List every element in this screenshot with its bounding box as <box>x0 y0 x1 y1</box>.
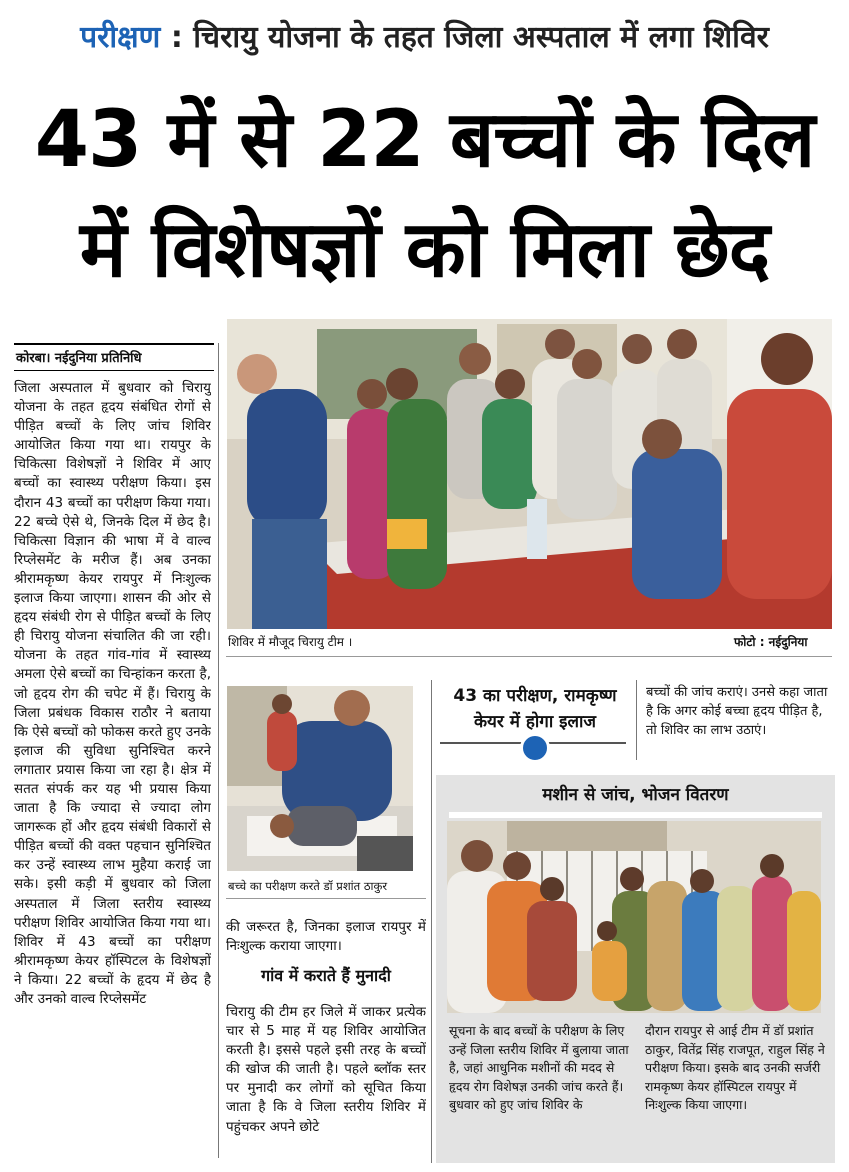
kicker-tag: परीक्षण <box>80 20 161 55</box>
sidebar-box-title-bar <box>449 812 822 818</box>
photo-bottom-rule <box>226 656 832 657</box>
photo-doctor-caption: बच्चे का परीक्षण करते डॉ प्रशांत ठाकुर <box>228 879 388 893</box>
headline-line-2: में विशेषज्ञों को मिला छेद <box>79 205 770 295</box>
photo-queue-image <box>447 821 821 1013</box>
column-divider-3 <box>636 680 637 760</box>
column-divider <box>218 343 219 1158</box>
photo-credit: फोटो : नईदुनिया <box>734 635 808 649</box>
mid-text-a: की जरूरत है, जिनका इलाज रायपुर में निःशुल्क कराया जाएगा। <box>226 919 426 955</box>
village-heading: गांव में कराते हैं मुनादी <box>261 966 391 985</box>
sub-headline-marker <box>520 733 550 763</box>
photo-team-image <box>227 319 832 629</box>
mid-text-b: चिरायु की टीम हर जिले में जाकर प्रत्येक चार से 5 माह में यह शिविर आयोजित करती है। इससे पहले इसी तरह के बच्चों की खोज की जाती है। पहले ब्लॉक स्तर पर मुनादी कर लोगों को सूचित किया जाता है कि वे जिला स्तरीय शिविर में पहुंचकर अपने छोटे <box>226 1004 426 1135</box>
kicker-line <box>0 18 849 58</box>
box-text-left: सूचना के बाद बच्चों के परीक्षण के लिए उन्हें जिला स्तरीय शिविर में बुलाया जाता है, जहां आधुनिक मशीनों की मदद से हृदय रोग विशेषज्ञ उनकी जांच करते हैं। बुधवार को हुए जांच शिविर के <box>449 1023 629 1112</box>
sub-headline: 43 का परीक्षण, रामकृष्ण केयर में होगा इलाज <box>453 686 617 732</box>
mid-rule <box>226 898 426 899</box>
headline-line-1: 43 में से 22 बच्चों के दिल <box>34 95 815 185</box>
sidebar-box-title: मशीन से जांच, भोजन वितरण <box>542 785 729 805</box>
photo-doctor <box>227 686 413 871</box>
kicker-text: : चिरायु योजना के तहत जिला अस्पताल में लगा शिविर <box>170 20 769 55</box>
photo-queue <box>447 821 821 1013</box>
box-text-right: दौरान रायपुर से आई टीम में डॉ प्रशांत ठाकुर, वितेंद्र सिंह राजपूत, राहुल सिंह ने परीक्षण किया। इसके बाद उनकी सर्जरी रामकृष्ण केयर हॉस्पिटल रायपुर में निःशुल्क किया जाएगा। <box>645 1023 825 1112</box>
right-top-text: बच्चों की जांच कराएं। उनसे कहा जाता है कि अगर कोई बच्चा हृदय पीड़ित है, तो शिविर का लाभ उठाएं। <box>646 685 828 738</box>
photo-doctor-image <box>227 686 413 871</box>
photo-team <box>227 319 832 629</box>
left-column-text: जिला अस्पताल में बुधवार को चिरायु योजना के तहत हृदय संबंधित रोगों से पीड़ित बच्चों के लिए जांच शिविर आयोजित किया गया था। रायपुर के चिकित्सा विशेषज्ञों ने शिविर में आए बच्चों का स्वास्थ्य परीक्षण किया। इस दौरान 43 बच्चों का परीक्षण किया गया। 22 बच्चे ऐसे थे, जिनके दिल में छेद है। चिकित्सा विज्ञान की भाषा में वे वाल्व रिप्लेसमेंट के मरीज हैं। अब उनका श्रीरामकृष्ण केयर रायपुर में निःशुल्क इलाज किया जाएगा। शासन की ओर से हृदय संबंधी रोग से पीड़ित बच्चों के लिए ही चिरायु योजना संचालित की जा रही। योजना के तहत गांव-गांव में स्वास्थ्य अमला ऐसे बच्चों का चिन्हांकन करता है, जो हृदय रोग की चपेट में हैं। चिरायु के जिला प्रबंधक विकास राठौर ने बताया कि ऐसे बच्चों को फोकस करते हुए उनके इलाज की सुविधा सुनिश्चित करने लगातार प्रयास किया जा रहा है। क्षेत्र में सतत संपर्क कर यह भी प्रयास किया जाता है कि ज्यादा से ज्यादा लोग जागरूक हों और हृदय संबंधी विकारों से पीड़ित बच्चों की वक्त पहचान सुनिश्चित कर उन्हें स्वास्थ्य लाभ मुहैया कराई जा सके। इसी कड़ी में बुधवार को जिला अस्पताल में जिला स्तरीय स्वास्थ्य परीक्षण शिविर आयोजित किया गया था। शिविर में 43 बच्चों का परीक्षण श्रीरामकृष्ण केयर हॉस्पिटल के विशेषज्ञों ने किया। 22 बच्चों के हृदय में छेद है और उनको वाल्व रिप्लेसमेंट <box>14 380 211 1007</box>
byline: कोरबा। नईदुनिया प्रतिनिधि <box>14 343 214 371</box>
photo-team-caption: शिविर में मौजूद चिरायु टीम । <box>228 635 353 649</box>
column-divider-2 <box>431 680 432 1163</box>
